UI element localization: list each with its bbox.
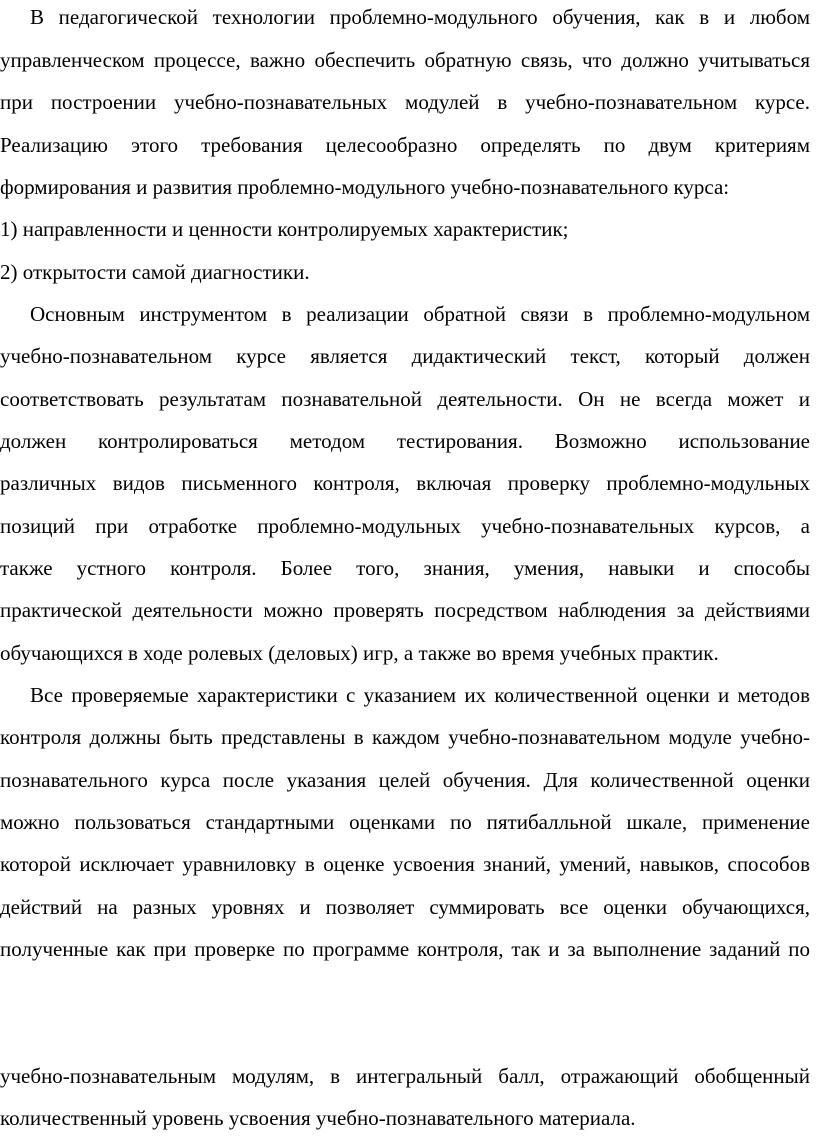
- text-line: которой исключает уравниловку в оценке усвоения знаний, умений, навыков, способов: [0, 852, 810, 876]
- text-line: можно пользоваться стандартными оценками по пятибалльной шкале, применение: [0, 810, 810, 834]
- text-line: обучающихся в ходе ролевых (деловых) игр, а также во время учебных практик.: [0, 641, 719, 665]
- text-line: контроля должны быть представлены в каждом учебно-познавательном модуле учебно-: [0, 725, 810, 749]
- text-line: также устного контроля. Более того, знания, умения, навыки и способы: [0, 556, 810, 580]
- text-line: при построении учебно-познавательных модулей в учебно-познавательном курсе.: [0, 90, 810, 114]
- text-line: 1) направленности и ценности контролируемых характеристик;: [0, 217, 569, 241]
- text-line: должен контролироваться методом тестирования. Возможно использование: [0, 429, 810, 453]
- text-line: полученные как при проверке по программе контроля, так и за выполнение заданий по: [0, 937, 810, 961]
- text-line: различных видов письменного контроля, включая проверку проблемно-модульных: [0, 471, 810, 495]
- text-line: формирования и развития проблемно-модульного учебно-познавательного курса:: [0, 175, 730, 199]
- text-line: учебно-познавательным модулям, в интегральный балл, отражающий обобщенный: [0, 1064, 810, 1088]
- text-line: В педагогической технологии проблемно-модульного обучения, как в и любом: [30, 5, 810, 29]
- text-line: 2) открытости самой диагностики.: [0, 260, 310, 284]
- text-line: практической деятельности можно проверять посредством наблюдения за действиями: [0, 598, 810, 622]
- text-line: Реализацию этого требования целесообразно определять по двум критериям: [0, 133, 810, 157]
- text-line: Основным инструментом в реализации обратной связи в проблемно-модульном: [30, 302, 810, 326]
- text-line: количественный уровень усвоения учебно-познавательного материала.: [0, 1106, 636, 1130]
- text-line: учебно-познавательном курсе является дидактический текст, который должен: [0, 344, 810, 368]
- text-line: познавательного курса после указания целей обучения. Для количественной оценки: [0, 768, 810, 792]
- text-line: управленческом процессе, важно обеспечить обратную связь, что должно учитываться: [0, 48, 810, 72]
- text-line: Все проверяемые характеристики с указанием их количественной оценки и методов: [30, 683, 810, 707]
- text-line: соответствовать результатам познавательной деятельности. Он не всегда может и: [0, 387, 810, 411]
- text-line: позиций при отработке проблемно-модульных учебно-познавательных курсов, а: [0, 514, 810, 538]
- text-line: действий на разных уровнях и позволяет суммировать все оценки обучающихся,: [0, 895, 810, 919]
